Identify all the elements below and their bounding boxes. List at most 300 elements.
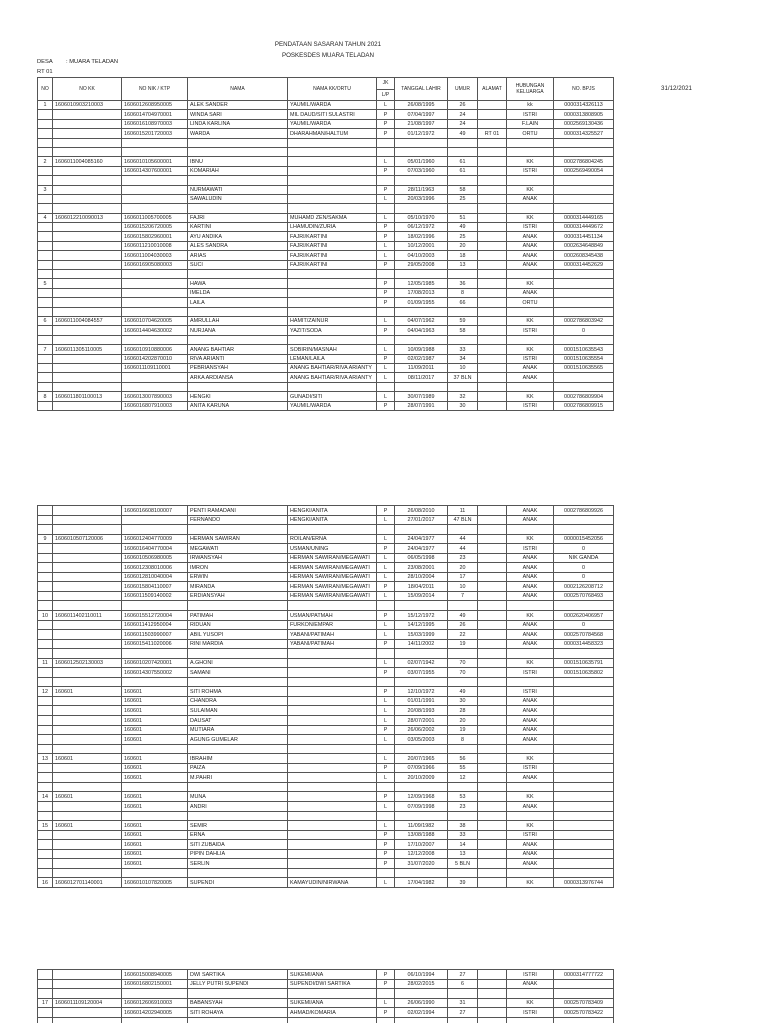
cell-bpjs bbox=[554, 308, 614, 316]
cell-ortu: YAUMIL/WARDA bbox=[288, 101, 377, 109]
cell-nik bbox=[122, 204, 188, 212]
cell-ortu bbox=[288, 157, 377, 165]
cell-ortu: ANANG BAHTIAR/RIVA ARIANTY bbox=[288, 373, 377, 381]
blank-row bbox=[37, 745, 614, 755]
cell-tgl: 21/08/1997 bbox=[395, 120, 448, 128]
cell-umur: 38 bbox=[448, 821, 478, 830]
cell-kk bbox=[53, 630, 122, 639]
cell-bpjs: 0002786803942 bbox=[554, 317, 614, 325]
cell-jk: P bbox=[377, 792, 395, 801]
cell-kk bbox=[53, 336, 122, 344]
cell-tgl: 30/07/1989 bbox=[395, 392, 448, 400]
cell-jk: L bbox=[377, 773, 395, 782]
cell-nama: CHANDRA bbox=[188, 697, 288, 706]
cell-jk: L bbox=[377, 345, 395, 353]
cell-no: 8 bbox=[37, 392, 53, 400]
cell-no bbox=[37, 251, 53, 259]
cell-hub: KK bbox=[507, 157, 554, 165]
cell-nama bbox=[188, 745, 288, 754]
cell-bpjs bbox=[554, 1018, 614, 1023]
cell-alamat bbox=[478, 802, 507, 811]
cell-no bbox=[37, 195, 53, 203]
cell-tgl: 10/09/1988 bbox=[395, 345, 448, 353]
cell-ortu: USMAN/PATMAH bbox=[288, 611, 377, 620]
cell-alamat bbox=[478, 630, 507, 639]
cell-ortu bbox=[288, 989, 377, 998]
cell-nama: JELLY PUTRI SUPENDI bbox=[188, 980, 288, 989]
cell-hub: ANAK bbox=[507, 630, 554, 639]
cell-alamat bbox=[478, 148, 507, 156]
cell-umur bbox=[448, 308, 478, 316]
cell-umur: 10 bbox=[448, 582, 478, 591]
cell-hub: ANAK bbox=[507, 516, 554, 525]
cell-alamat bbox=[478, 563, 507, 572]
cell-umur: 23 bbox=[448, 554, 478, 563]
cell-nik: 1606016802150001 bbox=[122, 980, 188, 989]
cell-nik: 1606014202940005 bbox=[122, 1008, 188, 1017]
cell-umur: 26 bbox=[448, 101, 478, 109]
cell-kk bbox=[53, 563, 122, 572]
cell-jk bbox=[377, 783, 395, 792]
cell-nik bbox=[122, 176, 188, 184]
cell-jk: L bbox=[377, 563, 395, 572]
cell-ortu bbox=[288, 336, 377, 344]
cell-jk bbox=[377, 148, 395, 156]
cell-hub: F.LAIN bbox=[507, 120, 554, 128]
cell-bpjs: 0002570784568 bbox=[554, 630, 614, 639]
cell-nama: SITI ROHAYA bbox=[188, 1008, 288, 1017]
cell-tgl bbox=[395, 139, 448, 147]
cell-umur: 32 bbox=[448, 392, 478, 400]
cell-jk: L bbox=[377, 214, 395, 222]
cell-hub: ANAK bbox=[507, 706, 554, 715]
cell-alamat bbox=[478, 317, 507, 325]
cell-jk: L bbox=[377, 659, 395, 668]
cell-hub: ANAK bbox=[507, 563, 554, 572]
cell-jk bbox=[377, 525, 395, 534]
cell-no: 11 bbox=[37, 659, 53, 668]
cell-ortu: ROILAN/ERNA bbox=[288, 535, 377, 544]
cell-alamat bbox=[478, 101, 507, 109]
cell-kk: 1606011402110011 bbox=[53, 611, 122, 620]
cell-ortu: SUKEMI/ANA bbox=[288, 970, 377, 979]
cell-kk: 1606012210090013 bbox=[53, 214, 122, 222]
cell-hub bbox=[507, 783, 554, 792]
cell-alamat bbox=[478, 773, 507, 782]
blank-row bbox=[37, 383, 614, 392]
table-row bbox=[37, 1008, 614, 1018]
cell-bpjs bbox=[554, 279, 614, 287]
cell-tgl: 04/04/1963 bbox=[395, 326, 448, 334]
cell-nama: ARIAS bbox=[188, 251, 288, 259]
cell-umur: 49 bbox=[448, 611, 478, 620]
cell-nik: 160601 bbox=[122, 840, 188, 849]
table-row bbox=[37, 773, 614, 783]
cell-umur bbox=[448, 148, 478, 156]
cell-jk bbox=[377, 176, 395, 184]
table-row bbox=[37, 101, 614, 110]
cell-no bbox=[37, 649, 53, 658]
blank-row bbox=[37, 525, 614, 535]
table-row bbox=[37, 129, 614, 138]
cell-jk bbox=[377, 869, 395, 878]
cell-ortu bbox=[288, 176, 377, 184]
cell-jk: P bbox=[377, 223, 395, 231]
cell-bpjs bbox=[554, 764, 614, 773]
cell-hub bbox=[507, 869, 554, 878]
cell-bpjs bbox=[554, 289, 614, 297]
cell-nama: SUCI bbox=[188, 261, 288, 269]
cell-jk: L bbox=[377, 706, 395, 715]
cell-kk bbox=[53, 649, 122, 658]
cell-kk bbox=[53, 840, 122, 849]
table-row bbox=[37, 821, 614, 831]
table-row bbox=[37, 840, 614, 850]
cell-no bbox=[37, 563, 53, 572]
cell-ortu: YAUMIL/WARDA bbox=[288, 120, 377, 128]
cell-tgl: 20/03/1996 bbox=[395, 195, 448, 203]
cell-alamat bbox=[478, 869, 507, 878]
cell-bpjs bbox=[554, 745, 614, 754]
cell-nik: 1606014704970001 bbox=[122, 110, 188, 118]
cell-ortu bbox=[288, 289, 377, 297]
cell-umur bbox=[448, 678, 478, 687]
cell-hub: ANAK bbox=[507, 859, 554, 868]
cell-umur: 27 bbox=[448, 1008, 478, 1017]
cell-no bbox=[37, 621, 53, 630]
cell-bpjs: 0002620406957 bbox=[554, 611, 614, 620]
cell-nama: PENTI RAMADANI bbox=[188, 506, 288, 515]
cell-kk bbox=[53, 223, 122, 231]
cell-nik bbox=[122, 186, 188, 194]
cell-alamat bbox=[478, 167, 507, 175]
cell-alamat bbox=[478, 223, 507, 231]
cell-bpjs: 0002569490054 bbox=[554, 167, 614, 175]
cell-nik bbox=[122, 139, 188, 147]
cell-umur: 6 bbox=[448, 980, 478, 989]
cell-kk bbox=[53, 735, 122, 744]
cell-jk: L bbox=[377, 373, 395, 381]
cell-jk: L bbox=[377, 754, 395, 763]
cell-jk: P bbox=[377, 232, 395, 240]
table-row bbox=[37, 167, 614, 176]
header-umur: UMUR bbox=[448, 78, 478, 100]
cell-nik: 1606015512720004 bbox=[122, 611, 188, 620]
cell-tgl: 01/09/1955 bbox=[395, 298, 448, 306]
cell-no bbox=[37, 554, 53, 563]
cell-bpjs bbox=[554, 195, 614, 203]
cell-no bbox=[37, 601, 53, 610]
cell-ortu bbox=[288, 668, 377, 677]
cell-hub bbox=[507, 1018, 554, 1023]
cell-ortu bbox=[288, 525, 377, 534]
cell-hub: ISTRI bbox=[507, 544, 554, 553]
table-row bbox=[37, 754, 614, 764]
table-row bbox=[37, 706, 614, 716]
cell-ortu: HERMAN SAWIRAN/MEGAWATI bbox=[288, 554, 377, 563]
cell-ortu bbox=[288, 792, 377, 801]
cell-nik: 1606010910880006 bbox=[122, 345, 188, 353]
cell-hub: ANAK bbox=[507, 640, 554, 649]
cell-jk bbox=[377, 383, 395, 391]
cell-tgl: 20/08/1993 bbox=[395, 706, 448, 715]
cell-hub: KK bbox=[507, 214, 554, 222]
cell-ortu bbox=[288, 659, 377, 668]
cell-bpjs bbox=[554, 139, 614, 147]
cell-bpjs: 0000313976744 bbox=[554, 878, 614, 887]
cell-umur bbox=[448, 1018, 478, 1023]
cell-nama: ANITA KARUNA bbox=[188, 402, 288, 410]
cell-nama: ERNA bbox=[188, 831, 288, 840]
cell-alamat bbox=[478, 573, 507, 582]
cell-tgl: 07/03/1960 bbox=[395, 167, 448, 175]
table-row bbox=[37, 668, 614, 678]
cell-jk: L bbox=[377, 317, 395, 325]
cell-alamat bbox=[478, 298, 507, 306]
cell-kk bbox=[53, 764, 122, 773]
cell-nik bbox=[122, 279, 188, 287]
document-title: PENDATAAN SASARAN TAHUN 2021 bbox=[274, 41, 382, 48]
cell-nama bbox=[188, 601, 288, 610]
cell-nama bbox=[188, 204, 288, 212]
cell-nama bbox=[188, 678, 288, 687]
cell-no bbox=[37, 129, 53, 137]
cell-umur: 58 bbox=[448, 326, 478, 334]
cell-bpjs: 0000015452056 bbox=[554, 535, 614, 544]
table-row bbox=[37, 802, 614, 812]
cell-kk bbox=[53, 364, 122, 372]
cell-nama: FAJRI bbox=[188, 214, 288, 222]
cell-bpjs: 0 bbox=[554, 563, 614, 572]
cell-hub bbox=[507, 601, 554, 610]
cell-alamat bbox=[478, 668, 507, 677]
cell-hub: ORTU bbox=[507, 129, 554, 137]
cell-no bbox=[37, 716, 53, 725]
cell-hub: ISTRI bbox=[507, 402, 554, 410]
table-row bbox=[37, 392, 614, 401]
table-row bbox=[37, 261, 614, 270]
cell-nik: 1606012608950005 bbox=[122, 101, 188, 109]
cell-ortu: HAMIT/ZAINUR bbox=[288, 317, 377, 325]
cell-umur: 56 bbox=[448, 754, 478, 763]
cell-hub bbox=[507, 176, 554, 184]
cell-nik bbox=[122, 649, 188, 658]
cell-no bbox=[37, 204, 53, 212]
cell-nama: AYU ANDIKA bbox=[188, 232, 288, 240]
cell-hub: ISTRI bbox=[507, 110, 554, 118]
table-row bbox=[37, 980, 614, 990]
cell-hub: KK bbox=[507, 999, 554, 1008]
cell-nik: 1606012810040004 bbox=[122, 573, 188, 582]
cell-nik: 1606016807910003 bbox=[122, 402, 188, 410]
cell-kk: 160601 bbox=[53, 792, 122, 801]
cell-umur: 44 bbox=[448, 535, 478, 544]
cell-nama: KOMARIAH bbox=[188, 167, 288, 175]
table-row bbox=[37, 506, 614, 516]
cell-tgl: 28/10/2004 bbox=[395, 573, 448, 582]
cell-ortu: HENGKI/ANITA bbox=[288, 516, 377, 525]
cell-jk: L bbox=[377, 697, 395, 706]
cell-no bbox=[37, 678, 53, 687]
table-row bbox=[37, 831, 614, 841]
cell-nik: 160601 bbox=[122, 697, 188, 706]
cell-nama bbox=[188, 176, 288, 184]
cell-bpjs bbox=[554, 176, 614, 184]
cell-jk bbox=[377, 601, 395, 610]
cell-umur: 61 bbox=[448, 157, 478, 165]
cell-umur: 24 bbox=[448, 120, 478, 128]
cell-bpjs: 0000314452629 bbox=[554, 261, 614, 269]
table-row bbox=[37, 251, 614, 260]
cell-jk: L bbox=[377, 251, 395, 259]
table-row bbox=[37, 232, 614, 241]
cell-hub: KK bbox=[507, 659, 554, 668]
cell-kk bbox=[53, 573, 122, 582]
cell-tgl: 29/05/2008 bbox=[395, 261, 448, 269]
cell-ortu bbox=[288, 195, 377, 203]
blank-row bbox=[37, 601, 614, 611]
cell-nik: 1606011210010008 bbox=[122, 242, 188, 250]
cell-nik: 160601 bbox=[122, 773, 188, 782]
cell-alamat bbox=[478, 364, 507, 372]
cell-tgl: 10/12/2001 bbox=[395, 242, 448, 250]
cell-nama bbox=[188, 308, 288, 316]
table-row bbox=[37, 792, 614, 802]
cell-no bbox=[37, 402, 53, 410]
cell-alamat bbox=[478, 582, 507, 591]
cell-umur: 17 bbox=[448, 573, 478, 582]
cell-kk: 1606011305110005 bbox=[53, 345, 122, 353]
cell-ortu: FAJRI/KARTINI bbox=[288, 242, 377, 250]
cell-no bbox=[37, 120, 53, 128]
cell-tgl: 02/02/1987 bbox=[395, 355, 448, 363]
cell-jk: L bbox=[377, 392, 395, 400]
cell-jk: P bbox=[377, 298, 395, 306]
table-row bbox=[37, 630, 614, 640]
table-row bbox=[37, 659, 614, 669]
cell-alamat bbox=[478, 821, 507, 830]
cell-umur: 20 bbox=[448, 716, 478, 725]
header-no: NO bbox=[37, 78, 53, 100]
cell-nik: 160601 bbox=[122, 792, 188, 801]
cell-no: 2 bbox=[37, 157, 53, 165]
table-row bbox=[37, 373, 614, 382]
cell-nama: FERNANDO bbox=[188, 516, 288, 525]
cell-nik: 1606011412950004 bbox=[122, 621, 188, 630]
cell-nik bbox=[122, 989, 188, 998]
cell-ortu bbox=[288, 383, 377, 391]
blank-row bbox=[37, 148, 614, 157]
cell-kk bbox=[53, 869, 122, 878]
cell-tgl: 03/07/1955 bbox=[395, 668, 448, 677]
cell-ortu: YAUMIL/WARDA bbox=[288, 402, 377, 410]
cell-alamat bbox=[478, 214, 507, 222]
cell-nama: PAIZA bbox=[188, 764, 288, 773]
cell-nama: SITI ROHMA bbox=[188, 687, 288, 696]
cell-ortu bbox=[288, 706, 377, 715]
cell-bpjs: 0000313808905 bbox=[554, 110, 614, 118]
cell-no: 12 bbox=[37, 687, 53, 696]
cell-tgl bbox=[395, 678, 448, 687]
cell-umur: 28 bbox=[448, 706, 478, 715]
cell-kk bbox=[53, 298, 122, 306]
cell-jk: L bbox=[377, 630, 395, 639]
cell-tgl: 20/07/1965 bbox=[395, 754, 448, 763]
cell-umur: 70 bbox=[448, 668, 478, 677]
cell-nik bbox=[122, 812, 188, 821]
cell-umur: 8 bbox=[448, 289, 478, 297]
cell-nik bbox=[122, 869, 188, 878]
cell-hub bbox=[507, 148, 554, 156]
cell-jk bbox=[377, 1018, 395, 1023]
cell-jk: L bbox=[377, 592, 395, 601]
blank-row bbox=[37, 176, 614, 185]
cell-tgl: 12/12/2008 bbox=[395, 850, 448, 859]
cell-no bbox=[37, 110, 53, 118]
cell-ortu bbox=[288, 764, 377, 773]
cell-nik: 1606015008940005 bbox=[122, 970, 188, 979]
cell-kk bbox=[53, 373, 122, 381]
cell-ortu bbox=[288, 850, 377, 859]
cell-no bbox=[37, 148, 53, 156]
cell-hub bbox=[507, 812, 554, 821]
cell-nik bbox=[122, 383, 188, 391]
cell-nama: SITI ZUBAIDA bbox=[188, 840, 288, 849]
table-row bbox=[37, 289, 614, 298]
cell-umur: 39 bbox=[448, 878, 478, 887]
cell-hub: ANAK bbox=[507, 802, 554, 811]
cell-umur: 66 bbox=[448, 298, 478, 306]
cell-alamat bbox=[478, 592, 507, 601]
header-nama-kk-ortu: NAMA KK/ORTU bbox=[288, 78, 377, 100]
cell-jk: L bbox=[377, 535, 395, 544]
cell-hub: ANAK bbox=[507, 735, 554, 744]
cell-no bbox=[37, 697, 53, 706]
cell-nama: ERDIANSYAH bbox=[188, 592, 288, 601]
cell-nik bbox=[122, 516, 188, 525]
table-row bbox=[37, 364, 614, 373]
cell-alamat bbox=[478, 120, 507, 128]
cell-umur: 36 bbox=[448, 279, 478, 287]
cell-nik: 1606015804110007 bbox=[122, 582, 188, 591]
cell-bpjs: 0002786809915 bbox=[554, 402, 614, 410]
cell-alamat bbox=[478, 1018, 507, 1023]
cell-no bbox=[37, 840, 53, 849]
cell-ortu bbox=[288, 601, 377, 610]
cell-hub: ANAK bbox=[507, 573, 554, 582]
cell-jk: P bbox=[377, 506, 395, 515]
cell-nama: SERLIN bbox=[188, 859, 288, 868]
cell-ortu bbox=[288, 859, 377, 868]
cell-alamat bbox=[478, 289, 507, 297]
cell-no bbox=[37, 223, 53, 231]
cell-hub: ANAK bbox=[507, 261, 554, 269]
cell-no: 1 bbox=[37, 101, 53, 109]
cell-kk bbox=[53, 554, 122, 563]
cell-nama: WARDA bbox=[188, 129, 288, 137]
table-row bbox=[37, 110, 614, 119]
cell-ortu bbox=[288, 754, 377, 763]
cell-nama: HERMAN SAWIRAN bbox=[188, 535, 288, 544]
cell-ortu bbox=[288, 735, 377, 744]
cell-no: 5 bbox=[37, 279, 53, 287]
cell-alamat bbox=[478, 716, 507, 725]
cell-umur bbox=[448, 989, 478, 998]
blank-row bbox=[37, 204, 614, 213]
cell-jk: P bbox=[377, 326, 395, 334]
cell-hub: ANAK bbox=[507, 840, 554, 849]
cell-bpjs: 0002786804245 bbox=[554, 157, 614, 165]
